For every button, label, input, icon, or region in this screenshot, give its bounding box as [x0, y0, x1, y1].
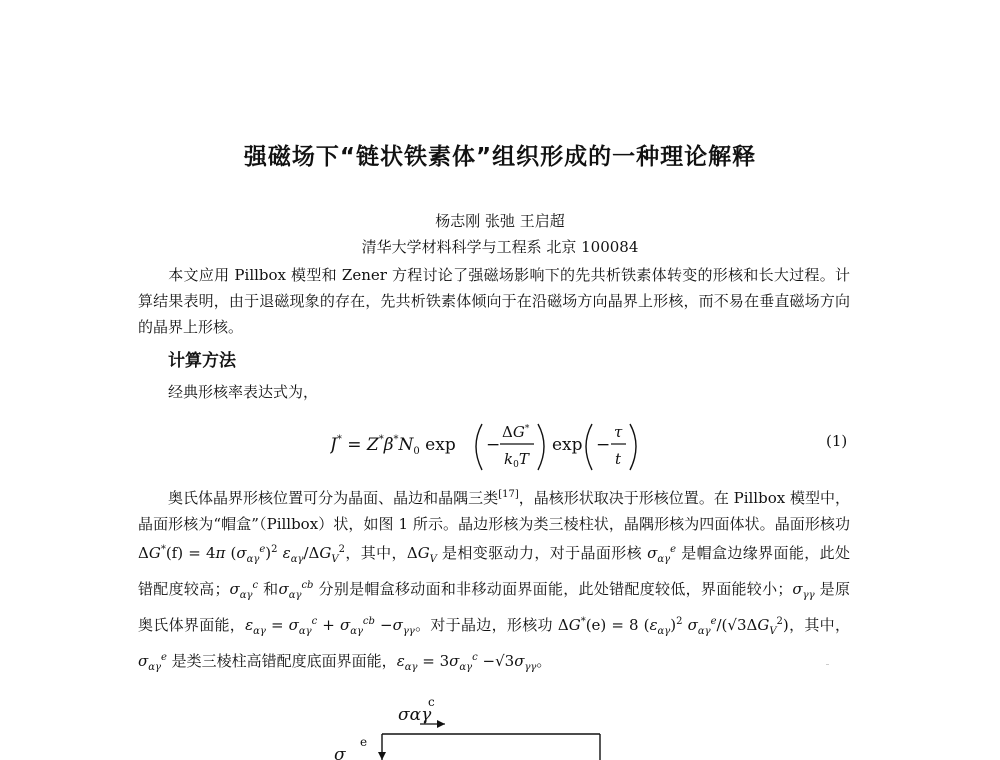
affiliation: 清华大学材料科学与工程系 北京 100084: [361, 238, 639, 256]
body-paragraph: 奥氏体晶界形核位置可分为晶面、晶边和晶隅三类[17]，晶核形状取决于形核位置。在 Pillbox 模型中，晶面形核为“帽盒”（Pillbox）状，如图 1 所示。晶边形核为类三棱柱状，晶隅形核为四面体状。晶面形核功 ΔG*(f) = 4π $(\sigma_{\alpha\gamma}^e)^2$ $\varepsilon_{\alpha\gamma}/\Delta G_V^2$，其中，$\Delta G_V$ 是相变驱动力，对于晶面形核 $\sigma_{\alpha\gamma}^e$ 是帽盒边缘界面能，此处错配度较高；$\sigma_{\alpha\gamma}^c$ 和$\sigma_{\alpha\gamma}^{cb}$ 分别是帽盒移动面和非移动面界面能，此处错配度较低，界面能较小；$\sigma_{\gamma\gamma}$ 是原奥氏体界面能，$\varepsilon_{\alpha\gamma} = \sigma_{\alpha\gamma}^c + \sigma_{\alpha\gamma}^{cb} -\sigma_{\gamma\gamma}$。对于晶边，形核功 ΔG*(e) = 8 $(\varepsilon_{\alpha\gamma})^2$ $\sigma_{\alpha\gamma}^e/(√3\Delta G_V^2)$，其中，$\sigma_{\alpha\gamma}^e$ 是类三棱柱高错配度底面界面能，$\varepsilon_{\alpha\gamma} = 3\sigma_{\alpha\gamma}^c -√3\sigma_{\gamma\gamma}$。: [138, 489, 850, 673]
abstract-paragraph: [138, 262, 850, 340]
svg-text:−: −: [596, 435, 611, 455]
svg-text:exp: exp: [552, 435, 583, 455]
svg-text:t: t: [615, 450, 622, 468]
lead-sentence: 经典形核率表达式为，: [168, 383, 319, 401]
svg-text:τ: τ: [614, 423, 623, 441]
formula-edge-work: ΔG*(e) = 8 $(\varepsilon_{\alpha\gamma})^2$ $\sigma_{\alpha\gamma}^e/(√3\Delta G_V^2)$: [557, 616, 789, 637]
nucleation-rate-equation: [330, 412, 690, 476]
equation-number: (1): [826, 432, 848, 450]
svg-text:ΔG*: ΔG*: [502, 423, 530, 441]
figure-label-top-sup: c: [428, 695, 435, 709]
svg-text:J* = Z*β*N0 exp: $J^* = Z^*\beta^*N_0$ exp: [330, 434, 456, 457]
section-heading: 计算方法: [168, 351, 236, 371]
figure-label-left-sup: e: [360, 735, 368, 749]
citation-17: [17]: [498, 489, 519, 500]
author-list: 杨志刚 张弛 王启超: [435, 212, 565, 230]
pillbox-figure: [300, 690, 640, 760]
svg-text:k0T: $k_0T$: [504, 450, 529, 470]
paper-title: 强磁场下“链状铁素体”组织形成的一种理论解释: [243, 144, 757, 170]
figure-label-top: σαγ: [398, 705, 432, 725]
formula-face-work: ΔG*(f) = 4π $(\sigma_{\alpha\gamma}^e)^2$ $\varepsilon_{\alpha\gamma}/\Delta G_V^2$: [138, 544, 345, 565]
svg-text:−: −: [486, 435, 501, 455]
abstract-text: 本文应用 Pillbox 模型和 Zener 方程讨论了强磁场影响下的先共析铁素体转变的形核和长大过程。计算结果表明，由于退磁现象的存在，先共析铁素体倾向于在沿磁场方向晶界上形核，而不易在垂直磁场方向的晶界上形核。: [138, 266, 850, 336]
scan-speck: [826, 664, 829, 665]
svg-text:σ: σ: [334, 745, 346, 760]
